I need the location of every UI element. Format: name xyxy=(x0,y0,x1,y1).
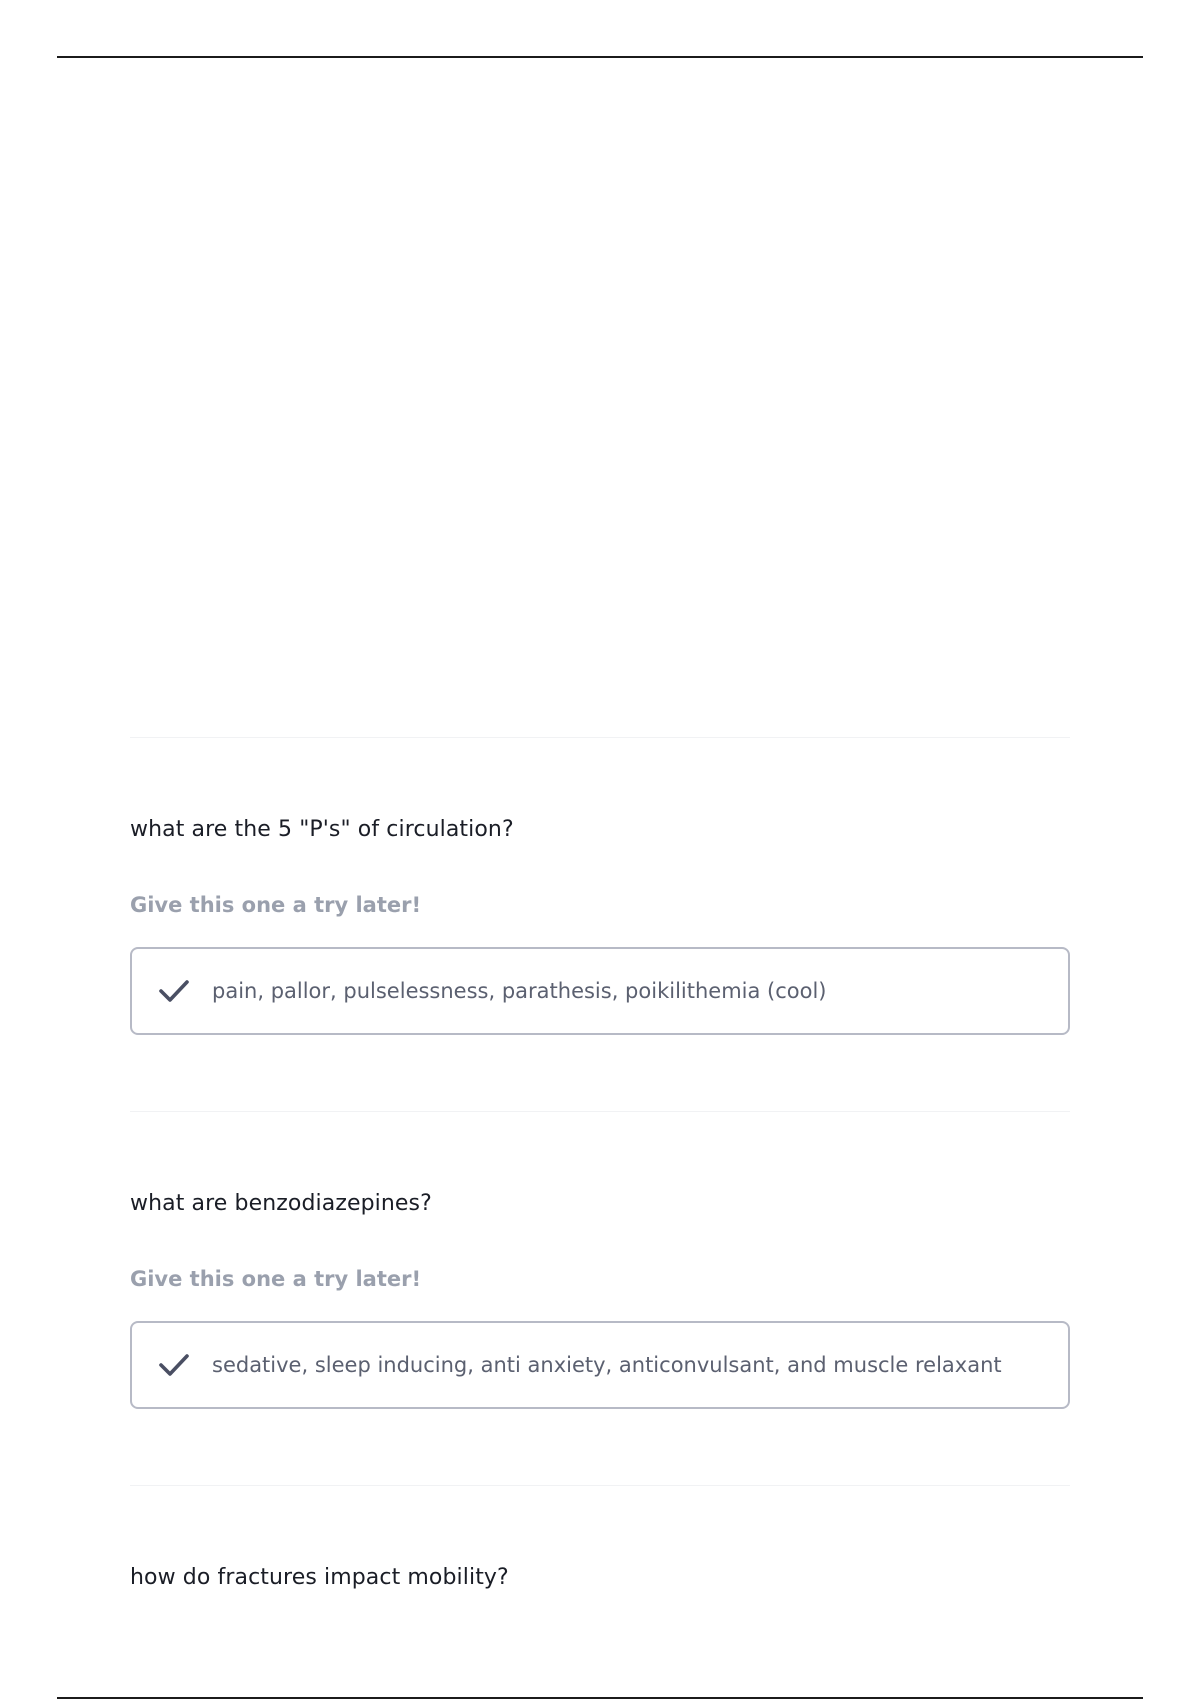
card-question: how do fractures impact mobility? xyxy=(130,1565,509,1590)
answer-option[interactable] xyxy=(130,1321,1070,1409)
page-top-rule xyxy=(57,56,1143,58)
answer-text: sedative, sleep inducing, anti anxiety, anticonvulsant, and muscle relaxant xyxy=(212,1353,1002,1377)
check-icon xyxy=(156,973,192,1009)
answer-option[interactable] xyxy=(130,947,1070,1035)
answer-text: pain, pallor, pulselessness, parathesis, poikilithemia (cool) xyxy=(212,979,827,1003)
page-bottom-rule xyxy=(57,1697,1143,1699)
section-divider xyxy=(130,737,1070,738)
card-question: what are benzodiazepines? xyxy=(130,1191,432,1216)
card-hint: Give this one a try later! xyxy=(130,1267,422,1291)
check-icon xyxy=(156,1347,192,1383)
card-question: what are the 5 "P's" of circulation? xyxy=(130,817,514,842)
card-hint: Give this one a try later! xyxy=(130,893,422,917)
section-divider xyxy=(130,1485,1070,1486)
section-divider xyxy=(130,1111,1070,1112)
